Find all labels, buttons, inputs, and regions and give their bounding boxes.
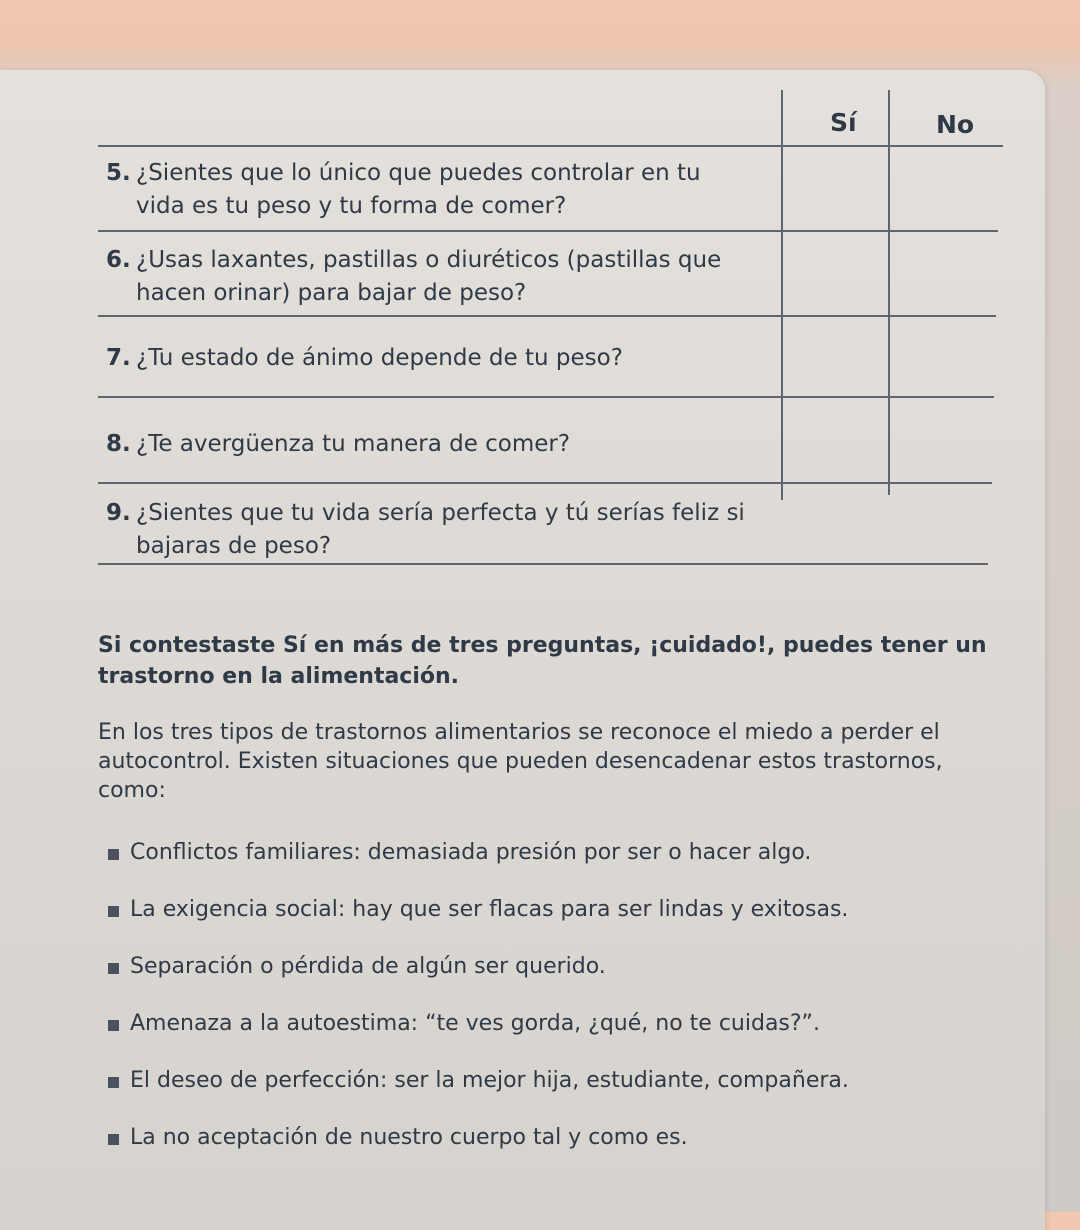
list-item-text: Conflictos familiares: demasiada presión por ser o hacer algo.	[130, 840, 812, 865]
square-bullet-icon	[108, 849, 119, 860]
list-item	[108, 1066, 988, 1123]
question-text-line2: vida es tu peso y tu forma de comer?	[136, 193, 567, 219]
square-bullet-icon	[108, 906, 119, 917]
question-text-line2: bajaras de peso?	[136, 533, 332, 559]
row-divider-9	[98, 563, 988, 565]
question-text-line2: hacen orinar) para bajar de peso?	[136, 280, 527, 306]
question-number: 8.	[106, 431, 131, 457]
square-bullet-icon	[108, 963, 119, 974]
list-item	[108, 895, 988, 952]
row-divider-6	[98, 315, 996, 317]
question-5	[106, 157, 766, 223]
row-divider-5	[98, 230, 998, 232]
list-item-text: La no aceptación de nuestro cuerpo tal y como es.	[130, 1125, 688, 1150]
list-item-text: Amenaza a la autoestima: “te ves gorda, ¿qué, no te cuidas?”.	[130, 1011, 820, 1036]
question-text-line1: ¿Tu estado de ánimo depende de tu peso?	[136, 345, 623, 371]
question-number: 7.	[106, 345, 131, 371]
question-number: 9.	[106, 500, 131, 526]
column-divider-middle	[888, 90, 890, 495]
question-6	[106, 244, 766, 310]
list-item-text: La exigencia social: hay que ser flacas para ser lindas y exitosas.	[130, 897, 849, 922]
warning-text: Si contestaste Sí en más de tres preguntas, ¡cuidado!, puedes tener un trastorno en la alimentación.	[98, 633, 987, 689]
square-bullet-icon	[108, 1077, 119, 1088]
square-bullet-icon	[108, 1020, 119, 1031]
list-item	[108, 952, 988, 1009]
question-text-line1: ¿Usas laxantes, pastillas o diuréticos (pastillas que	[136, 247, 722, 273]
question-9	[106, 497, 766, 563]
square-bullet-icon	[108, 1134, 119, 1145]
question-7	[106, 342, 766, 375]
question-text-line1: ¿Sientes que lo único que puedes controlar en tu	[136, 160, 701, 186]
question-text-line1: ¿Sientes que tu vida sería perfecta y tú serías feliz si	[136, 500, 745, 526]
intro-paragraph: En los tres tipos de trastornos alimentarios se reconoce el miedo a perder el autocontrol. Existen situaciones que pueden desencadenar estos trastornos, como:	[98, 720, 943, 803]
row-divider-7	[98, 396, 994, 398]
list-item-text: Separación o pérdida de algún ser querido.	[130, 954, 606, 979]
list-item	[108, 1009, 988, 1066]
question-8	[106, 428, 766, 461]
list-item	[108, 838, 988, 895]
list-item	[108, 1123, 988, 1180]
row-divider-8	[98, 482, 992, 484]
question-text-line1: ¿Te avergüenza tu manera de comer?	[136, 431, 571, 457]
question-number: 6.	[106, 247, 131, 273]
questionnaire-table	[98, 90, 1008, 580]
column-header-no: No	[936, 110, 975, 139]
column-header-yes: Sí	[830, 108, 857, 137]
row-divider-header	[98, 145, 1003, 147]
question-number: 5.	[106, 160, 131, 186]
column-divider-left	[781, 90, 783, 500]
situations-list	[108, 838, 988, 1180]
list-item-text: El deseo de perfección: ser la mejor hija, estudiante, compañera.	[130, 1068, 849, 1093]
